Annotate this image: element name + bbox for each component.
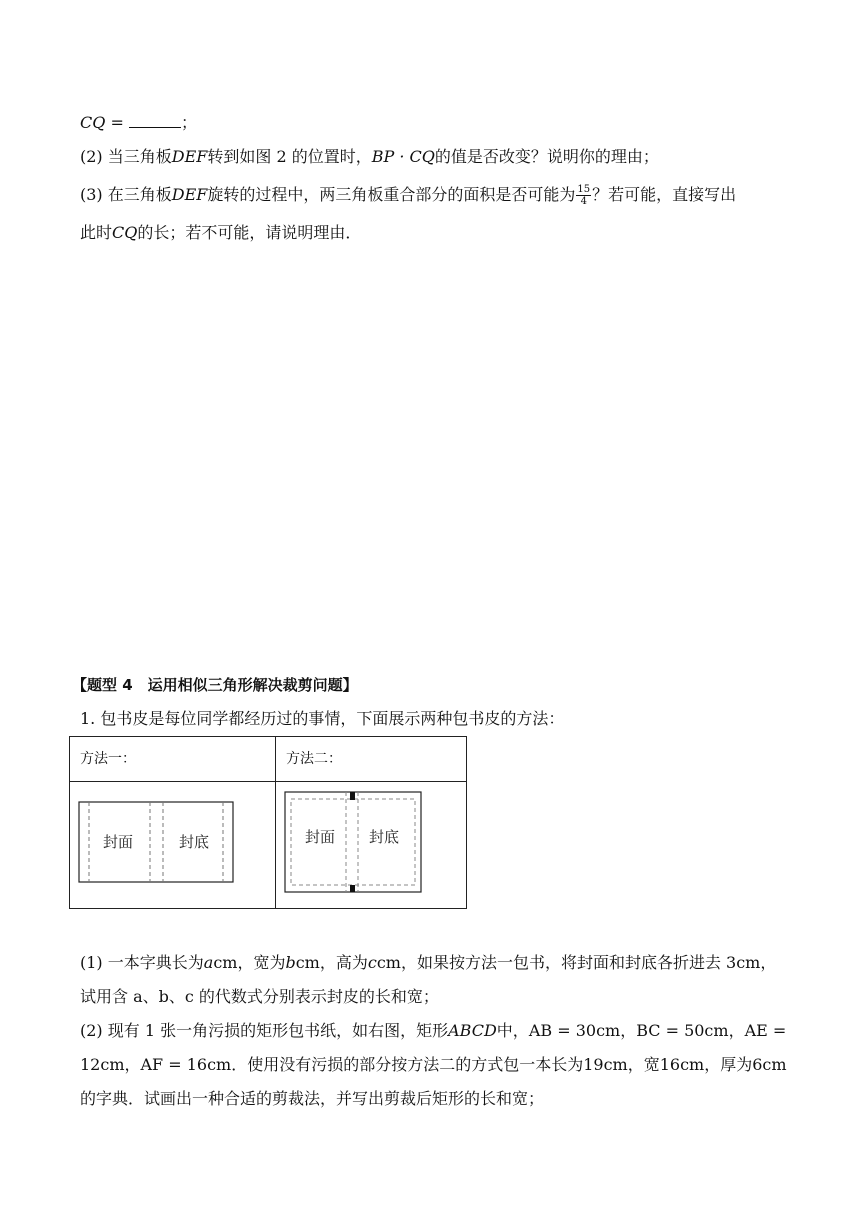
problem-1-part-1-line1 — [80, 952, 776, 974]
q1-answer-line — [80, 112, 197, 134]
fig2-front-label: 封面 — [304, 828, 336, 846]
var-b: b — [285, 953, 296, 972]
question-part-3-line2 — [80, 222, 361, 244]
q3-l2-prefix: 此时 — [80, 223, 113, 242]
method-1-figure-cell — [70, 782, 276, 909]
p2-measures: AB = 30cm，BC = 50cm，AE = — [528, 1021, 787, 1040]
problem-1-intro: 1. 包书皮是每位同学都经历过的事情，下面展示两种包书皮的方法： — [80, 709, 565, 728]
question-part-3-line1 — [80, 184, 736, 207]
p1b-text: cm，宽为 — [213, 953, 286, 972]
method-1-diagram — [70, 782, 275, 908]
method-1-header: 方法一： — [70, 737, 276, 782]
answer-blank[interactable] — [129, 113, 181, 128]
fig1-front-label: 封面 — [102, 833, 134, 851]
problem-1-part-2-line1 — [80, 1020, 786, 1042]
q2-mid: 转到如图 2 的位置时， — [207, 147, 372, 166]
q3-prefix: (3) 在三角板 — [80, 185, 172, 204]
p2b-text: 中， — [496, 1021, 529, 1040]
frac-numerator: 15 — [577, 184, 591, 195]
q3-mid: 旋转的过程中，两三角板重合部分的面积是否可能为 — [207, 185, 576, 204]
method-2-figure-cell — [276, 782, 467, 909]
cq-label: CQ = — [80, 113, 124, 132]
p2a-text: (2) 现有 1 张一角污损的矩形包书纸，如右图，矩形 — [80, 1021, 449, 1040]
rect-abcd: ABCD — [448, 1021, 497, 1040]
fig2-back-label: 封底 — [368, 828, 400, 846]
q3-math-cq: CQ — [112, 223, 138, 242]
method-2-header: 方法二： — [276, 737, 467, 782]
p1d-text: cm，如果按方法一包书，将封面和封底各折进去 3cm， — [376, 953, 777, 972]
q3-suffix: ？若可能，直接写出 — [592, 185, 737, 204]
q3-math-def: DEF — [171, 185, 208, 204]
frac-denominator: 4 — [580, 196, 587, 207]
p1a-text: (1) 一本字典长为 — [80, 953, 204, 972]
q2-suffix: 的值是否改变？说明你的理由； — [434, 147, 659, 166]
q2-prefix: (2) 当三角板 — [80, 147, 172, 166]
semicolon: ； — [180, 113, 197, 132]
var-c: c — [367, 953, 377, 972]
fig1-back-label: 封底 — [178, 833, 210, 851]
q2-math-product: BP · CQ — [371, 147, 435, 166]
q3-l2-suffix: 的长；若不可能，请说明理由． — [137, 223, 362, 242]
question-part-2 — [80, 146, 659, 168]
p1c-text: cm，高为 — [295, 953, 368, 972]
method-2-diagram — [276, 782, 466, 908]
q2-math-def: DEF — [171, 147, 208, 166]
fraction-15-4 — [576, 184, 591, 207]
var-a: a — [203, 953, 214, 972]
methods-table — [69, 736, 467, 909]
section-heading: 【题型 4 运用相似三角形解决裁剪问题】 — [72, 676, 358, 694]
problem-1-part-2-line3: 的字典．试画出一种合适的剪裁法，并写出剪裁后矩形的长和宽； — [80, 1089, 545, 1108]
problem-1-part-2-line2: 12cm，AF = 16cm．使用没有污损的部分按方法二的方式包一本长为19cm，宽16cm，厚为6cm — [80, 1055, 787, 1074]
problem-1-part-1-line2: 试用含 a、b、c 的代数式分别表示封皮的长和宽； — [80, 987, 439, 1006]
